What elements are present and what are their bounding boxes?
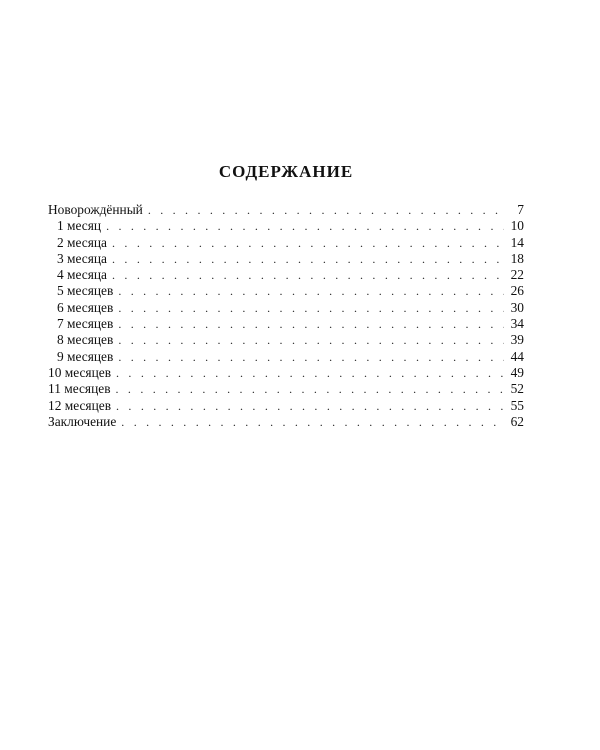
toc-entry-label: 11 месяцев: [48, 381, 111, 397]
toc-entry-label: 4 месяца: [57, 267, 108, 283]
toc-page-number: 30: [510, 299, 524, 315]
dot-leader: [116, 365, 504, 381]
toc-entry-label: 8 месяцев: [57, 332, 114, 348]
toc-entry-conclusion: [48, 414, 524, 430]
toc-entry-month-5: [48, 283, 524, 299]
dot-leader: [112, 235, 504, 251]
toc-page-number: 34: [510, 316, 524, 332]
toc-entry-label: 1 месяц: [57, 218, 102, 234]
toc-entry-month-8: [48, 332, 524, 348]
toc-entry-month-10: [48, 365, 524, 381]
dot-leader: [118, 283, 504, 299]
dot-leader: [106, 218, 504, 234]
toc-entry-label: Новорождённый: [48, 202, 143, 217]
toc-entry-month-1: [48, 218, 524, 234]
dot-leader: [112, 251, 504, 267]
toc-page-number: 44: [510, 348, 524, 364]
toc-entry-label: 2 месяца: [57, 234, 108, 250]
dot-leader: [116, 381, 504, 397]
toc-page-number: 14: [510, 234, 524, 250]
toc-page-number: 26: [510, 283, 524, 299]
dot-leader: [118, 349, 504, 365]
dot-leader: [121, 414, 504, 430]
toc-entry-label: 10 месяцев: [48, 364, 112, 380]
toc-page-number: 7: [517, 202, 524, 217]
toc-entry-month-7: [48, 316, 524, 332]
toc-page-number: 49: [510, 364, 524, 380]
toc-page-number: 22: [510, 267, 524, 283]
toc-page-number: 18: [510, 250, 524, 266]
toc-entry-label: 3 месяца: [57, 250, 108, 266]
toc-page-number: 55: [510, 397, 524, 413]
dot-leader: [112, 267, 504, 283]
toc-entry-month-9: [48, 349, 524, 365]
toc-page-number: 52: [510, 381, 524, 397]
dot-leader: [148, 202, 504, 218]
toc-entry-month-3: [48, 251, 524, 267]
toc-entry-newborn: [48, 202, 524, 218]
toc-entry-month-6: [48, 300, 524, 316]
toc-entry-label: 7 месяцев: [57, 316, 114, 332]
toc-entry-month-2: [48, 235, 524, 251]
page-title: СОДЕРЖАНИЕ: [218, 162, 354, 181]
dot-leader: [118, 332, 504, 348]
toc-entry-label: 5 месяцев: [57, 283, 114, 299]
toc-entry-label: 12 месяцев: [48, 397, 112, 413]
toc-page-number: 62: [510, 413, 524, 429]
toc-entry-label: 9 месяцев: [57, 348, 114, 364]
toc-page-number: 10: [510, 218, 524, 234]
dot-leader: [118, 300, 504, 316]
dot-leader: [116, 398, 504, 414]
toc-entry-month-4: [48, 267, 524, 283]
toc-page-number: 39: [510, 332, 524, 348]
toc-entry-label: Заключение: [48, 413, 117, 429]
dot-leader: [118, 316, 504, 332]
toc-entry-label: 6 месяцев: [57, 299, 114, 315]
toc-entry-month-11: [48, 381, 524, 397]
toc-entry-month-12: [48, 398, 524, 414]
table-of-contents: [48, 202, 524, 430]
